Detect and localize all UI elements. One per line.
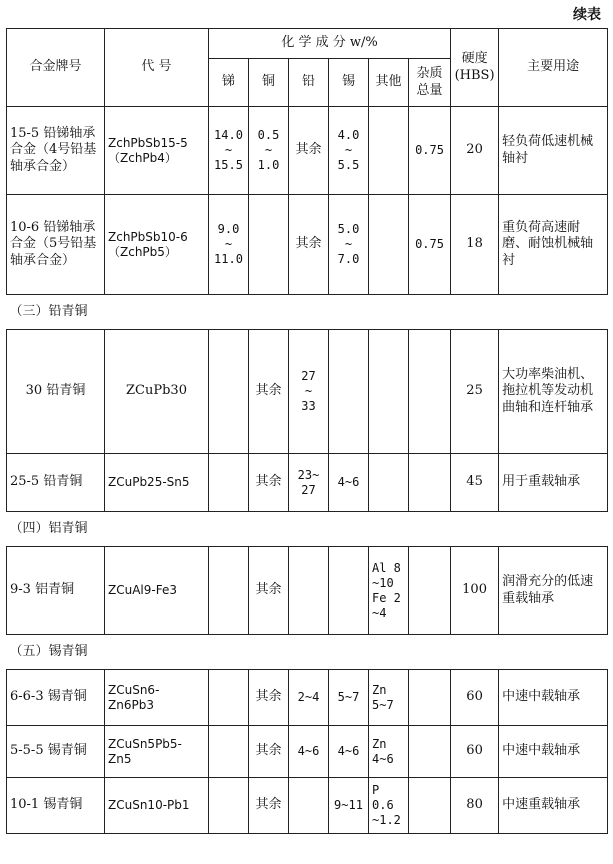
grade-cell: 25-5 铅青铜 [7,454,105,512]
other-cell [369,778,409,834]
cu-value: 1.0 [257,158,280,172]
sb-value: 11.0 [214,252,243,266]
use-cell: 大功率柴油机、拖拉机等发动机曲轴和连杆轴承 [499,330,608,454]
hardness-cell: 60 [451,726,499,778]
cu-cell: 其余 [249,330,289,454]
sn-cell: 4~6 [329,454,369,512]
other-value: Zn [372,736,387,751]
other-cell [369,726,409,778]
sn-value: ~ [344,143,353,157]
cu-cell [249,107,289,195]
pb-cell: 其余 [289,107,329,195]
table-row [7,778,608,834]
sn-cell: 4~6 [329,726,369,778]
other-value: Fe 2 [372,590,401,605]
hardness-cell: 60 [451,670,499,726]
cu-cell: 其余 [249,726,289,778]
grade-cell: 5-5-5 锡青铜 [7,726,105,778]
other-value: ~10 [372,575,394,590]
other-value: 4~6 [372,751,394,766]
other-value: ~4 [372,605,387,620]
hardness-cell: 80 [451,778,499,834]
code-cell: ZchPbSb10-6（ZchPb5） [105,195,209,295]
other-value: Al 8 [372,560,401,575]
impurity-cell [409,778,451,834]
table-row [7,107,608,195]
section-row [7,635,608,670]
impurity-cell: 0.75 [409,195,451,295]
sb-cell [209,454,249,512]
alloy-table [6,28,608,834]
hardness-cell: 18 [451,195,499,295]
code-cell: ZCuPb25-Sn5 [105,454,209,512]
header-sn: 锡 [329,59,369,107]
sn-value: 7.0 [337,252,360,266]
impurity-cell [409,726,451,778]
header-code: 代 号 [105,29,209,107]
other-value: ~1.2 [372,813,401,827]
pb-cell [289,330,329,454]
header-use: 主要用途 [499,29,608,107]
impurity-cell [409,547,451,635]
use-cell: 中速中载轴承 [499,670,608,726]
hardness-cell: 45 [451,454,499,512]
other-cell [369,454,409,512]
hardness-cell: 25 [451,330,499,454]
pb-value: ~ [304,384,313,398]
grade-cell: 10-6 铅锑轴承合金（5号铅基轴承合金） [7,195,105,295]
pb-cell: 其余 [289,195,329,295]
pb-cell [289,547,329,635]
code-cell: ZCuSn6-Zn6Pb3 [105,670,209,726]
sb-value: 9.0 [217,222,240,236]
section-row [7,295,608,330]
sb-cell [209,670,249,726]
cu-cell: 其余 [249,778,289,834]
cu-cell [249,195,289,295]
sn-cell [329,330,369,454]
section-title-tin-bronze: （五）锡青铜 [7,635,608,670]
other-cell [369,107,409,195]
sb-value: 14.0 [214,128,243,142]
use-cell: 润滑充分的低速重载轴承 [499,547,608,635]
use-cell: 中速重载轴承 [499,778,608,834]
sn-value: 5.5 [337,158,360,172]
header-impurity: 杂质总量 [409,59,451,107]
section-row [7,512,608,547]
header-cu: 铜 [249,59,289,107]
pb-cell [289,778,329,834]
sn-cell: 5~7 [329,670,369,726]
other-value: P 0.6 [372,783,394,812]
sn-value: 5.0 [337,222,360,236]
sb-cell [209,107,249,195]
grade-cell: 15-5 铅锑轴承合金（4号铅基轴承合金） [7,107,105,195]
header-grade: 合金牌号 [7,29,105,107]
pb-cell: 2~4 [289,670,329,726]
header-hardness: 硬度(HBS) [451,29,499,107]
header-sb: 锑 [209,59,249,107]
pb-value: 27 [301,482,316,497]
header-row-1 [7,29,608,59]
other-value: 5~7 [372,697,394,712]
impurity-cell [409,670,451,726]
cu-cell: 其余 [249,547,289,635]
other-cell [369,547,409,635]
code-cell: ZCuPb30 [105,330,209,454]
sb-cell [209,726,249,778]
sb-cell [209,330,249,454]
grade-cell: 9-3 铝青铜 [7,547,105,635]
sn-cell: 9~11 [329,778,369,834]
sb-value: ~ [224,237,233,251]
header-other: 其他 [369,59,409,107]
sn-cell [329,547,369,635]
sn-value: 4.0 [337,128,360,142]
cu-cell: 其余 [249,454,289,512]
grade-cell: 6-6-3 锡青铜 [7,670,105,726]
impurity-cell [409,454,451,512]
sn-value: ~ [344,237,353,251]
table-row [7,726,608,778]
pb-value: 33 [301,399,316,413]
sb-cell [209,778,249,834]
cu-value: ~ [264,143,273,157]
sn-cell [329,107,369,195]
other-cell [369,670,409,726]
table-row [7,330,608,454]
section-title-aluminum-bronze: （四）铝青铜 [7,512,608,547]
use-cell: 中速中载轴承 [499,726,608,778]
code-cell: ZCuSn5Pb5-Zn5 [105,726,209,778]
sb-cell [209,547,249,635]
pb-value: 27 [301,369,316,383]
code-cell: ZCuAl9-Fe3 [105,547,209,635]
code-cell: ZchPbSb15-5（ZchPb4） [105,107,209,195]
use-cell: 重负荷高速耐磨、耐蚀机械轴衬 [499,195,608,295]
table-row [7,195,608,295]
use-cell: 轻负荷低速机械轴衬 [499,107,608,195]
impurity-cell: 0.75 [409,107,451,195]
pb-value: 23~ [297,467,320,482]
cu-cell: 其余 [249,670,289,726]
pb-cell [289,454,329,512]
pb-cell: 4~6 [289,726,329,778]
sb-value: ~ [224,143,233,157]
table-row [7,547,608,635]
table-row [7,454,608,512]
continued-label: 续表 [573,7,601,23]
table-row [7,670,608,726]
cu-value: 0.5 [257,128,280,142]
impurity-cell [409,330,451,454]
header-composition: 化 学 成 分 w/% [209,29,451,59]
use-cell: 用于重载轴承 [499,454,608,512]
other-cell [369,195,409,295]
header-pb: 铅 [289,59,329,107]
hardness-cell: 20 [451,107,499,195]
other-value: Zn [372,682,387,697]
sn-cell [329,195,369,295]
grade-cell: 30 铅青铜 [7,330,105,454]
sb-value: 15.5 [214,158,243,172]
other-cell [369,330,409,454]
sb-cell [209,195,249,295]
grade-cell: 10-1 锡青铜 [7,778,105,834]
code-cell: ZCuSn10-Pb1 [105,778,209,834]
hardness-cell: 100 [451,547,499,635]
section-title-lead-bronze: （三）铅青铜 [7,295,608,330]
